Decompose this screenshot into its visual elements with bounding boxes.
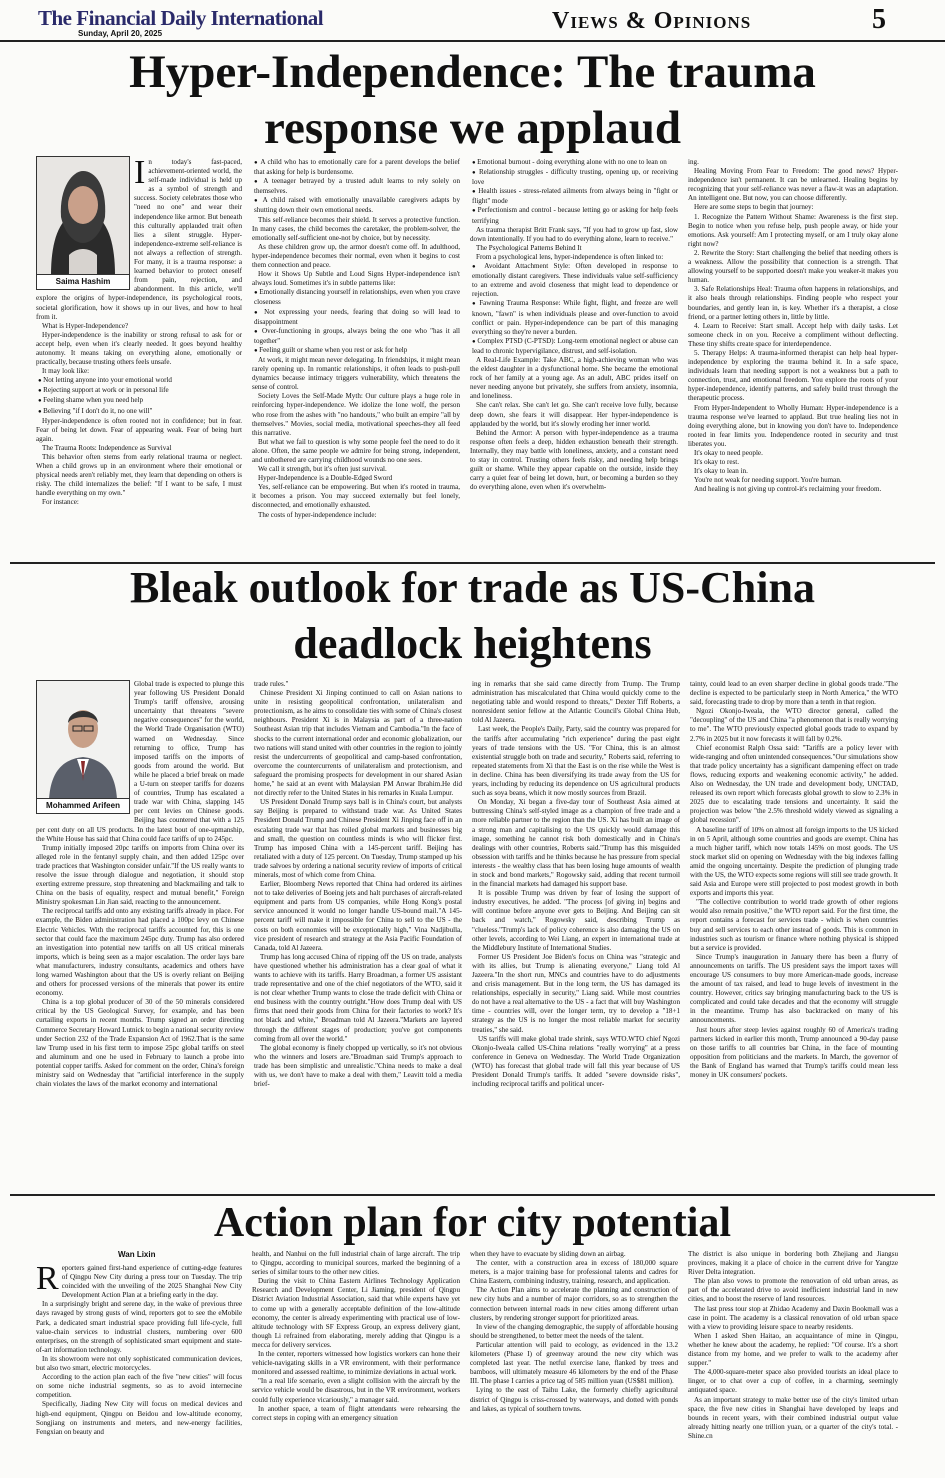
list-item: ● A child raised with emotionally unavailable caregivers adapts by shutting down their own emotional needs.: [252, 196, 460, 215]
paragraph: It is possible Trump was driven by fear of losing the support of industry executives, he added. "The process [of giving in] begins and will continue before anyone ever gets to Beijing. And Beijing can sit back and watch," Rogowsky said, describing Trump as "clueless."Trump's lack of policy coherence is also damaging the US on other levels, according to Wei Liang, an expert in international trade at the Middlebury Institute of International Studies.: [472, 889, 680, 952]
paragraph: Lying to the east of Taihu Lake, the formerly chiefly agricultural district of Qingpu is criss-crossed by waterways, and dotted with ponds and lakes, as typical of southern towns.: [470, 1386, 678, 1413]
list-item: ● Emotionally distancing yourself in relationships, even when you crave closeness: [252, 288, 460, 307]
paragraph: As an important strategy to make better use of the city's limited urban space, the five new cities in Shanghai have developed by leaps and bounds in recent years, with their combined industrial output value already hitting nearly one trillion yuan, or a quarter of the city's total. -Shine.cn: [688, 1395, 898, 1440]
paragraph: It's okay to lean in.: [694, 467, 748, 476]
paragraph: At work, it might mean never delegating. In friendships, it might mean rarely opening up. In romantic relationships, it often leads to push-pull dynamics because intimacy triggers vulnerability, which threatens the sense of control.: [252, 355, 460, 392]
paragraph: US tariffs will make global trade shrink, says WTO.WTO chief Ngozi Okonjo-Iweala called US-China relations "really worrying" at a press conference in Geneva on Wednesday. The World Trade Organization (WTO) has forecast that global trade will fall this year because of US President Donald Trump's tariffs. It added "severe downside risks", including reciprocal tariffs and political uncer-: [472, 1034, 680, 1089]
subhead: The Trauma Roots: Independence as Survival: [42, 443, 172, 452]
paragraph: Former US President Joe Biden's focus on China was "strategic and with its allies, but Trump is alienating everyone," Liang told Al Jazeera."In the short run, MNCs and countries have to do adjustments and crisis management. But in the long term, the US has damaged its relationships, especially in security," Liang said. While most countries do not have a real alternative to the US - a fact that will buy Washington time - countries will, over the longer term, try to develop a "18+1 strategy as the US is no longer the most reliable market for security treaties," she said.: [472, 952, 680, 1034]
article1-headline: [0, 44, 945, 156]
issue-date: Sunday, April 20, 2025: [78, 29, 163, 38]
article3-column-2: [252, 1250, 460, 1474]
newspaper-title: The Financial Daily International: [38, 6, 324, 30]
paragraph: Hyper-independence is often rooted not in confidence; but in fear. Fear of being let down. Fear of appearing weak. Fear of being hurt again.: [36, 416, 242, 443]
list-item: ● Believing "if I don't do it, no one will": [36, 407, 242, 417]
subhead: Hyper-Independence is a Double-Edged Sword: [258, 474, 393, 483]
paragraph: trade rules.": [254, 680, 289, 688]
author-caption: Mohammed Arifeen: [37, 798, 129, 813]
article3-column-3: [470, 1250, 678, 1474]
paragraph: And healing is not giving up control-it's reclaiming your freedom.: [694, 485, 882, 494]
paragraph: Since Trump's inauguration in January there has been a flurry of announcements on tariffs. The US president says the import taxes will encourage US consumers to buy more American-made goods, increase the amount of tax raised, and lead to huge levels of investment in the country. However, critics say bringing manufacturing back to the US is complicated and could take decades and that the economy will struggle in the meantime. Trump has also backtracked on many of his announcements.: [690, 952, 898, 1025]
list-item: ● Perfectionism and control - because letting go or asking for help feels terrifying: [470, 206, 678, 225]
paragraph: 5. Therapy Helps: A trauma-informed therapist can help heal hyper-independence by exploring the trauma behind it. In a safe space, individuals learn that needing support is not a weakness but a path to connection, trust, and emotional freedom. You explore the roots of your hyper-independence, identify patterns, and safely build trust through the therapeutic process.: [688, 348, 898, 403]
paragraph: For instance:: [42, 498, 79, 507]
section-title: Views & Opinions: [552, 8, 752, 34]
paragraph: The district is also unique in bordering both Zhejiang and Jiangsu provinces, making it a place of choice in the current drive for Yangtze River Delta integration.: [688, 1250, 898, 1277]
paragraph: You're not weak for needing support. You're human.: [694, 476, 842, 485]
paragraph: Trump has long accused China of ripping off the US on trade, analysts have questioned whether his administration has a clear goal of what it wants to achieve with its tariffs. Harry Broadman, a former US assistant trade representative and one of the chief negotiators of the WTO, said it is not clear whether Trump wants to close the trade deficit with China or end business with the country outright."How does Trump deal with US firms that need their goods from China for their factories to work? It's not black and white," Broadman told Al Jazeera."Markets are layered through the different stages of production; you've got components coming from all over the world.": [254, 952, 462, 1043]
paragraph: The reciprocal tariffs add onto any existing tariffs already in place. For example, the Biden administration had placed a 100pc levy on Chinese Electric Vehicles. With the reciprocal tariffs accounted for, this is one sector that could face the maximum 245pc duty. Trump has also ordered an investigation into potential new tariffs on all US critical minerals imports, which is being seen as a major escalation. The order lays bare what manufacturers, industry consultants, academics and others have long warned Washington about that the US is overly reliant on Beijing and others for processed versions of the minerals that power its entire economy.: [36, 907, 244, 998]
article2-headline-line1: Bleak outlook for trade as US-China: [130, 563, 815, 612]
paragraph: ing.: [688, 158, 699, 166]
paragraph: tainty, could lead to an even sharper decline in global goods trade."The decline is expected to be particularly steep in North America," the WTO said, forecasting trade to drop by more than a tenth in that region.: [690, 680, 898, 707]
subhead: The Psychological Patterns Behind It: [476, 243, 582, 252]
paragraph: How it Shows Up Subtle and Loud Signs Hyper-independence isn't always loud. Sometimes it's in subtle patterns like:: [252, 270, 460, 288]
paragraph: The plan also vows to promote the renovation of old urban areas, as part of the accelerated drive to avoid inefficient industrial land in new cities, and to boost the reserve of land resources.: [688, 1277, 898, 1304]
paragraph: In the center, reporters witnessed how logistics workers can hone their vehicle-navigating skills in a VR environment, with their performance monitored and assessed realtime, to minimize deviations in actual work.: [252, 1350, 460, 1377]
paragraph: Here are some steps to begin that journey:: [694, 203, 814, 212]
paragraph: During the visit to China Eastern Airlines Technology Application Research and Development Center, Li Jiaming, president of Qingpu District Aviation Industrial Association, said that while experts have yet to come up with a generally acceptable definition of the low-altitude economy, the center is already experimenting with practical use of low-altitude technology with SF Express Group, an express delivery giant, though Li refrained from elaborating, merely adding that Qingpu is a mecca for delivery services.: [252, 1277, 460, 1349]
paragraph: The center, with a construction area in excess of 180,000 square meters, is a major training base for professional talents and cadres for China Eastern, combining industry, training, research, and application.: [470, 1259, 678, 1286]
paragraph: when they have to evacuate by sliding down an airbag.: [470, 1250, 626, 1258]
paragraph: Society Loves the Self-Made Myth: Our culture plays a huge role in reinforcing hyper-independence. We idolize the lone wolf, the person who rose from the ashes with "no handouts," who built an empire "all by themselves." Movies, social media, motivational speeches-they all feed this narrative.: [252, 392, 460, 437]
paragraph: Chinese President Xi Jinping continued to call on Asian nations to unite in resisting geopolitical confrontation, unilateralism and protectionism, as he aims to consolidate ties with some of China's closest neighbours. President Xi is in Malaysia as part of a three-nation Southeast Asian trip that includes Vietnam and Cambodia."In the face of shocks to the current international order and economic globalization, our two nations will stand united with other countries in the region to jointly resist the undercurrents of geopolitical and camp-based confrontation, overcome the countercurrents of unilateralism and protectionism, and safeguard the promising prospects for development in our shared Asian home," he said at an event with Malaysian PM Anwar Ibrahim.He did not directly refer to the United States in his remarks in Kuala Lumpur.: [254, 689, 462, 798]
paragraph: health, and Nanhui on the full industrial chain of large aircraft. The trip to Qingpu, according to municipal sources, marked the beginning of a series of similar tours to the other new cities.: [252, 1250, 460, 1277]
paragraph: The Action Plan aims to accelerate the planning and construction of new city hubs and a number of major corridors, so as to strengthen the connection between internal roads in new cities among different urban clusters, by rendering stronger support for prioritized areas.: [470, 1286, 678, 1322]
paragraph: The costs of hyper-independence include:: [258, 510, 377, 519]
paragraph: It may look like:: [42, 367, 90, 376]
list-item: ● Not expressing your needs, fearing that doing so will lead to disappointment: [252, 308, 460, 327]
paragraph: But what we fail to question is why some people feel the need to do it alone. Often, the same people we admire for being strong, independent, and unbothered are carrying childhood wounds no one sees.: [252, 437, 460, 464]
dropcap: R: [36, 1264, 59, 1297]
paragraph: "The collective contribution to world trade growth of other regions would also remain positive," the WTO report said. For the first time, the report contains a forecast for services trade - which is when countries buy and sell services to each other instead of goods. This is common in industries such as tourism or finance where nothing physical is shipped but a service is provided.: [690, 898, 898, 952]
paragraph: 4. Learn to Receive: Start small. Accept help with daily tasks. Let someone check in on you. Receive a compliment without deflecting. These tiny shifts create space for interdependence.: [688, 321, 898, 348]
paragraph: Ngozi Okonjo-Iweala, the WTO director general, called the "decoupling" of the US and China "a phenomenon that is really worrying to me". The WTO previously expected global goods trade to expand by 2.7% in 2025 but it now forecasts it will fall by 0.2%.: [690, 707, 898, 743]
article1-headline-line2: response we applaud: [263, 102, 681, 154]
article1-headline-line1: Hyper-Independence: The trauma: [129, 46, 816, 98]
paragraph: Earlier, Bloomberg News reported that China had ordered its airlines not to take deliveries of Boeing jets and halt purchases of aircraft-related equipment and parts from US companies, while Hong Kong's postal service announced it would no longer handle US-bound mail."A 145-percent tariff will make it impossible for China to sell to the US - the costs on both economies will be exceptionally high," Vina Nadjibulla, vice president of research and strategy at the Asia Pacific Foundation of Canada, told Al Jazeera.: [254, 880, 462, 952]
paragraph: Particular attention will paid to ecology, as evidenced in the 13.2 kilometers (Phase I) of greenway around the new city which was completed last year. The netful exercise lane, flanked by trees and bamboos, will ultimately measure 46 kilometers by the end of the Phase III. The phase I carries a price tag of 585 million yuan (US$81 million).: [470, 1340, 678, 1386]
paragraph: This self-reliance becomes their shield. It serves a protective function. In many cases, the child becomes the caretaker, the problem-solver, the emotionally self-sufficient one-not by choice, but by necessity.: [252, 215, 460, 242]
paragraph: It's okay to rest.: [694, 458, 740, 467]
article2-column-3: [472, 680, 680, 1185]
paragraph: According to the action plan each of the five "new cities" will focus on some niche industrial segments, so as to avoid internecine competition.: [36, 1373, 242, 1400]
paragraph: Behind the Armor: A person with hyper-independence as a trauma response often feels a deep, hidden exhaustion beneath their strength. Internally, they may battle with loneliness, anxiety, and a constant need to stay in control. Trusting others feels risky, and needing help brings guilt or shame. While they appear capable on the outside, inside they carry a quiet fear of being let down, hurt, or becoming a burden so they do everything alone, even when it's overwhelm-: [470, 428, 678, 492]
paragraph: A Real-Life Example: Take ABC, a high-achieving woman who was the eldest daughter in a dysfunctional home. She became the emotional rock of her family at a young age. As an adult, ABC prides itself on never needing anyone but privately, she suffers from anxiety, insomnia, and loneliness.: [470, 355, 678, 401]
list-item: ● Feeling guilt or shame when you rest or ask for help: [252, 346, 460, 356]
paragraph: Just hours after steep levies against roughly 60 of America's trading partners kicked in earlier this month, Trump announced a 90-day pause on those tariffs to all countries bar China, in the face of mounting opposition from politicians and the markets. In March, the governor of the Bank of England has warned that Trump's tariffs could mean less money in UK consumers' pockets.: [690, 1025, 898, 1080]
paragraph: On Monday, Xi began a five-day tour of Southeast Asia aimed at buttressing China's self-styled image as a champion of free trade and a more reliable partner to the region than the US. Xi has built an image of a strong man and capitalising to the US quickly would damage this image, something he cannot risk both domestically and in China's dealings with other countries, Roberts said."Trump has this misguided obsession with tariffs and he thinks because he has pressure from special interests - the wealthy class that has been losing huge amounts of wealth in stock and bond markets," Rogowsky said, adding that recent turmoil in the financial markets had damaged his support base.: [472, 798, 680, 889]
paragraph: From Hyper-Independent to Wholly Human: Hyper-independence is a trauma response we've learned to applaud. But true healing lies not in doing everything alone, but in knowing you don't have to. Independence rooted in fear limits you. Independence rooted in security and trust liberates you.: [688, 403, 898, 448]
author-caption: Saima Hashim: [37, 274, 129, 289]
paragraph: 2. Rewrite the Story: Start challenging the belief that needing others is a weakness. Allow the possibility that connection is a strength. That allowing yourself to be supported doesn't make you weaker-it makes you human.: [688, 248, 898, 285]
article1-column-4: [688, 158, 898, 558]
article1-column-3: [470, 158, 678, 558]
paragraph: Hyper-independence is the inability or strong refusal to ask for or accept help, even when it's clearly needed. It goes beyond healthy autonomy. It means taking on everything alone, emotionally or practically, because trusting others feels unsafe.: [36, 330, 242, 367]
paragraph: In a surprisingly bright and serene day, in the wake of previous three days ravaged by strong gusts of wind, reporters got to see the eMobile Park, a dedicated smart industrial space providing full life-cycle, full value-chain services to industrial clusters, numbering over 600 enterprises, on the strength of sophisticated smart equipment and state-of-art information technology.: [36, 1300, 242, 1354]
paragraph: In another space, a team of flight attendants were rehearsing the correct steps in coping with an emergency situation: [252, 1404, 460, 1422]
article2-column-1: [36, 680, 244, 1185]
masthead: [0, 0, 945, 42]
paragraph: This behavior often stems from early relational trauma or neglect. When a child grows up in an environment where their emotional or physical needs aren't reliably met, they learn that depending on others is risky. The child internalizes the belief: "If I want to be safe, I must handle everything on my own.": [36, 453, 242, 498]
list-item: ● Over-functioning in groups, always being the one who "has it all together": [252, 327, 460, 346]
paragraph: 3. Safe Relationships Heal: Trauma often happens in relationships, and it also heals through relationships. Finding people who respect your boundaries, and gently lean in, is key. Whether it's a therapist, a close friend, or a partner letting others in, little by little.: [688, 285, 898, 321]
paragraph: She can't relax. She can't let go. She can't receive love fully, because deep down, she fears it will disappear. Her hyper-independence is applauded by the world, but it's slowly eroding her inner world.: [470, 401, 678, 428]
paragraph: Specifically, Jiading New City will focus on medical devices and high-end equipment, Qingpu on Beidou and low-altitude economy, Songjiang on instruments and meters, and new-energy facilities, Fengxian on beauty and: [36, 1400, 242, 1436]
paragraph: We call it strength, but it's often just survival.: [258, 465, 387, 474]
article3-column-1: [36, 1264, 242, 1474]
paragraph: Global trade is expected to plunge this year following US President Donald Trump's tariff offensive, arousing uncertainty that threatens "severe negative consequences" for the world, the World Trade Organisation (WTO) warned on Wednesday. Since returning to office, Trump has imposed tariffs on the imports of goods from around the world. But while he placed a brief break on made a U-turn on steeper tariffs for dozens of countries, Trump has escalated a trade war with China, slapping 145 per cent levies on Chinese goods. Beijing has countered that with a 125 per cent duty on all US products. In the latest bout of one-upmanship, the White House has said that China could face tariffs of up to 245pc.: [36, 680, 244, 843]
paragraph: The last press tour stop at Zhidao Academy and Daxin Bookmall was a case in point. The academy is a classical renovation of old urban space with a view to providing leisure space to nearby residents.: [688, 1304, 898, 1331]
paragraph: Yes, self-reliance can be empowering. But when it's rooted in trauma, it becomes a prison. You may succeed externally but feel lonely, disconnected, and emotionally exhausted.: [252, 483, 460, 510]
list-item: ● Complex PTSD (C-PTSD): Long-term emotional neglect or abuse can lead to chronic hypervigilance, distrust, and self-isolation.: [470, 337, 678, 356]
article3-lead-paragraph: Reporters gained first-hand experience of cutting-edge features of Qingpu New City during a press tour on Tuesday. The trip coincided with the unveiling of the 2025 Shanghai New City Development Action Plan at a briefing early in the day.: [36, 1264, 242, 1300]
section-divider: [10, 1194, 935, 1196]
article1-lead-paragraph: In today's fast-paced, achievement-oriented world, the self-made individual is held up as a symbol of strength and success. Society celebrates those who "need no one" and wear their independence like armor. But beneath this culturally applauded trait often lies a silent struggle. Hyper-independence-extreme self-reliance is not always a reflection of strength. For many, it is a trauma response: a learned behavior to protect oneself from pain, rejection, and abandonment. In this article, we'll explore the origins of hyper-independence, its psychological roots, societal glorification, how it shows up in our lives, and how to heal from it.: [36, 158, 242, 321]
paragraph: Trump initially imposed 20pc tariffs on imports from China over its alleged role in the fentanyl supply chain, and then added 125pc over trade practices that Washington consider unfair."If the US really wants to resolve the issue through dialogue and negotiation, it should stop exerting extreme pressure, stop threatening and blackmailing and talk to China on the basis of equality, respect and mutual benefit," Foreign Ministry spokesman Lin Jian said, reacting to the announcement.: [36, 843, 244, 907]
list-item: ● Health issues - stress-related ailments from always being in "fight or flight" mode: [470, 187, 678, 206]
article2-column-2: [254, 680, 462, 1185]
article2-column-4: [690, 680, 898, 1185]
article2-headline-line2: deadlock heightens: [293, 619, 652, 668]
paragraph: Healing Moving From Fear to Freedom: The good news? Hyper-independence isn't permanent. It can be unlearned. Healing begins by recognizing that your self-reliance was never a flaw-it was an adaptation. An intelligent one. But now, you can choose differently.: [688, 167, 898, 203]
paragraph: As trauma therapist Britt Frank says, "If you had to grow up fast, slow down intentionally. If you had to do everything alone, learn to receive.": [470, 225, 678, 243]
paragraph: The 4,000-square-meter space also provided tourists an ideal place to linger, or to chat over a cup of coffee, in a charming, seemingly antiquated space.: [688, 1368, 898, 1395]
article3-column-4: [688, 1250, 898, 1474]
article2-headline: [0, 560, 945, 672]
article1-column-2: [252, 158, 460, 558]
paragraph: A baseline tariff of 10% on almost all foreign imports to the US kicked in on 5 April, although some countries and goods are exempt. China has a much higher tariff, which now totals 145% on most goods. The US stock market slid on opening on Wednesday with the big indexes falling amid the ongoing uncertainty. Despite the prediction of plunging trade with the US, the WTO expects some regions will still see trade growth. It said Asia and Europe were still projected to post modest growth in both exports and imports this year.: [690, 825, 898, 898]
paragraph: 1. Recognize the Pattern Without Shame: Awareness is the first step. Begin to notice when you refuse help, push people away, or hide your emotions. Ask yourself: Am I protecting myself, or am I truly okay alone right now?: [688, 212, 898, 248]
list-item: ● Fawning Trauma Response: While fight, flight, and freeze are well known, "fawn" is when individuals please and over-function to avoid conflict or pain. Hyper-independence can be part of this managing everything so they're never a burden.: [470, 299, 678, 336]
paragraph: US President Donald Trump says ball is in China's court, but analysts say Beijing is prepared to withstand trade war. As United States President Donald Trump and Chinese President Xi Jinping face off in an escalating trade war that has roiled global markets and businesses big and small, the question on countless minds is who will flicker first. Trump has imposed China with a 145-percent tariff. Beijing has retaliated with a duty of 125 percent. On Tuesday, Trump stamped up his trade salvoes by ordering a national security review of imports of critical minerals, most of which come from China.: [254, 798, 462, 879]
dropcap: I: [134, 158, 146, 191]
paragraph: In view of the changing demographic, the supply of affordable housing should be strengthened, to better meet the needs of the talent.: [470, 1322, 678, 1340]
paragraph: When I asked Shen Haitao, an acquaintance of mine in Qingpu, whether he knew about the academy, he replied: "Of course. It's a short distance from my home, and we prefer to walk to the academy after supper.": [688, 1331, 898, 1368]
subhead: What is Hyper-Independence?: [42, 321, 129, 330]
list-item: ● Feeling shame when you need help: [36, 396, 242, 406]
article3-headline: Action plan for city potential: [213, 1200, 732, 1246]
article1-column-1: [36, 158, 242, 558]
list-item: ● Not letting anyone into your emotional world: [36, 376, 242, 386]
list-item: ● Relationship struggles - difficulty trusting, opening up, or receiving love: [470, 168, 678, 187]
list-item: ● Emotional burnout - doing everything alone with no one to lean on: [470, 158, 678, 168]
page-number: 5: [872, 4, 886, 35]
list-item: ● A child who has to emotionally care for a parent develops the belief that asking for help is burdensome.: [252, 158, 460, 177]
paragraph: "In a real life scenario, even a slight collision with the aircraft by the service vehicle would be disastrous, but in the VR environment, workers could fully experience vicariously," a manager said.: [252, 1377, 460, 1404]
paragraph: Last week, the People's Daily, Party, said the country was prepared for the tariffs after accumulating "rich experience" during the past eight years of trade tensions with the US. "For China, this is an almost existential struggle both on trade and security," Roberts said, referring to repeated statements from Xi that the East is on the rise while the West is in decline. China has been diversifying its trade away from the US for years, including by reducing its dependence on US agricultural products such as soya beans, which it now mostly sources from Brazil.: [472, 725, 680, 798]
paragraph: It's okay to need people.: [694, 449, 763, 457]
byline: Wan Lixin: [118, 1250, 156, 1259]
paragraph: In its showroom were not only sophisticated communication devices, but also two smart, electric motorcycles.: [36, 1354, 242, 1373]
paragraph: Chief economist Ralph Ossa said: "Tariffs are a policy lever with wide-ranging and often unintended consequences."Our simulations show that trade policy uncertainty has a significant dampening effect on trade flows, reducing exports and weakening economic activity," he added. Also on Wednesday, the UN trade and development body, UNCTAD, released its own report which forecasts global growth to slow to 2.3% in 2025 due to escalating trade tensions and uncertainty. It said the projection was below "the 2.5% threshold widely viewed as signaling a global recession".: [690, 743, 898, 825]
list-item: ● A teenager betrayed by a trusted adult learns to rely solely on themselves.: [252, 177, 460, 196]
list-item: ● Avoidant Attachment Style: Often developed in response to emotionally distant caregivers. These individuals value self-sufficiency to an extreme and avoid closeness that might lead to dependence or rejection.: [470, 262, 678, 299]
paragraph: The global economy is finely chopped up vertically, so it's not obvious who the winners and losers are."Broadman said Trump's approach to trade has been simplistic and unrealistic."China needs to make a deal with us, we don't have to make a deal with them," Leavitt told a media brief-: [254, 1043, 462, 1089]
paragraph: From a psychological lens, hyper-independence is often linked to:: [476, 252, 664, 261]
list-item: ● Rejecting support at work or in personal life: [36, 386, 242, 396]
paragraph: China is a top global producer of 30 of the 50 minerals considered critical by the US Geological Survey, for example, and has been curtailing exports in recent months. Trump signed an order directing Commerce Secretary Howard Lutnick to begin a national security review under Section 232 of the Trade Expansion Act of 1962.That is the same law Trump used in his first term to impose 25pc global tariffs on steel and aluminum and one he used in February to launch a probe into potential copper tariffs. Asked for comment on the order, China's foreign ministry said on Wednesday that "artificial interference in the supply chain violates the laws of the market economy and international: [36, 998, 244, 1089]
paragraph: ing in remarks that she said came directly from Trump. The Trump administration has miscalculated that China would quickly come to the negotiating table and would respond to threats," Dexter Tiff Roberts, a nonresident senior fellow at the Atlantic Council's Global China Hub, told Al Jazeera.: [472, 680, 680, 725]
paragraph: As these children grow up, the armor doesn't come off. In adulthood, hyper-independence becomes their normal, even when it begins to cost them connection and peace.: [252, 242, 460, 270]
